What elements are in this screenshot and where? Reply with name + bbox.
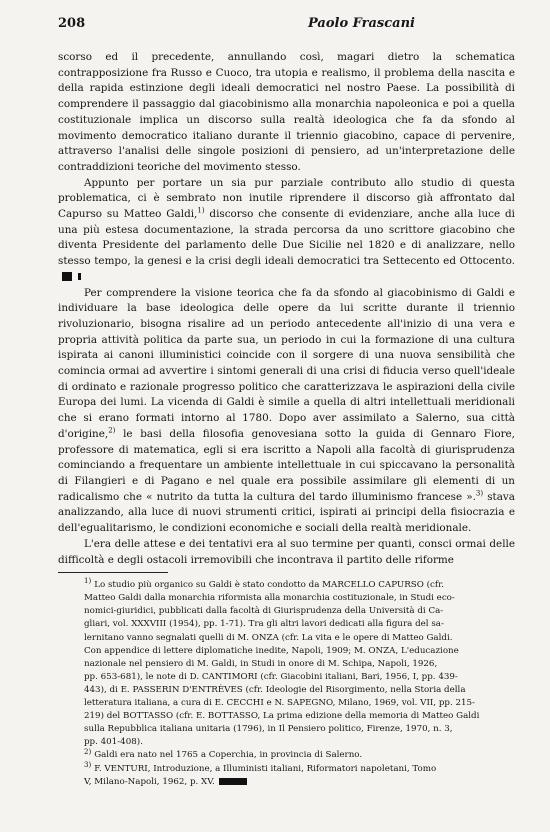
footnote-separator xyxy=(58,572,168,573)
footnote-ref-2: 2) xyxy=(108,426,116,435)
paragraph-3-part-c: stava analizzando, alla luce di nuovi strumenti critici, ispirati ai principi della fisiocrazia e dell'egualitarismo, le condizioni economiche e sociali della realtà meridionale. xyxy=(58,490,515,535)
ink-dot-mark xyxy=(78,273,81,280)
footnote-line-text: V, Milano-Napoli, 1962, p. XV. xyxy=(84,776,215,787)
footnote-line: F. VENTURI, Introduzione, a Illuministi italiani, Riformatori napoletani, Tomo xyxy=(94,763,437,774)
paragraph-3-part-b: le basi della filosofia genovesiana sotto la guida di Gennaro Fiore, professore di matematica, egli si era iscritto a Napoli alla facoltà di giurisprudenza cominciando a frequentare un ambiente intellettuale in cui spiccavano la personalità di Filangieri e di Pagano e nel quale era possibile assimilare gli elementi di un radicalismo che « nutrito da tutta la cultura del tardo illuminismo francese ». xyxy=(58,427,515,503)
footnote-line: pp. 401-408). xyxy=(84,737,143,748)
footnote-line: 443), di E. PASSERIN D'ENTRÈVES (cfr. Ideologie del Risorgimento, nella Storia della xyxy=(84,684,466,695)
footnote-3 xyxy=(58,760,515,789)
footnote-line: sulla Repubblica italiana unitaria (1796), in Il Pensiero politico, Firenze, 1970, n. 3, xyxy=(84,724,453,735)
footnote-line: 219) del BOTTASSO (cfr. E. BOTTASSO, La prima edizione della memoria di Matteo Galdi xyxy=(84,711,480,722)
footnote-line: nomici-giuridici, pubblicati dalla facoltà di Giurisprudenza della Università di Ca- xyxy=(84,606,444,617)
footnote-1 xyxy=(58,579,515,749)
footnote-line xyxy=(58,776,515,789)
paragraph-2 xyxy=(58,176,515,286)
footnote-line: Matteo Galdi dalla monarchia riformista alla monarchia costituzionale, in Studi eco- xyxy=(84,593,455,604)
footnote-line: pp. 653-681), le note di D. CANTIMORI (cfr. Giacobini italiani, Bari, 1956, I, pp. 439- xyxy=(84,671,458,682)
running-head-author: Paolo Frascani xyxy=(308,16,415,31)
page-number: 208 xyxy=(58,16,86,31)
footnote-line: gliari, vol. XXXVIII (1954), pp. 1-71). Tra gli altri lavori dedicati alla figura del sa- xyxy=(84,619,444,630)
footnote-line: nazionale nel pensiero di M. Galdi, in Studi in onore di M. Schipa, Napoli, 1926, xyxy=(84,658,438,669)
footnote-line: letteratura italiana, a cura di E. CECCHI e N. SAPEGNO, Milano, 1969, vol. VII, pp. 215- xyxy=(84,698,475,709)
footnote-line: Galdi era nato nel 1765 a Coperchia, in provincia di Salerno. xyxy=(94,750,363,761)
footnote-number: 2) xyxy=(84,747,92,756)
footnotes xyxy=(58,579,515,789)
footnote-2 xyxy=(58,749,515,762)
footnote-number: 1) xyxy=(84,577,92,586)
footnote-ref-1: 1) xyxy=(197,206,205,215)
footnote-line: Con appendice di lettere diplomatiche inedite, Napoli, 1909; M. ONZA, L'educazione xyxy=(84,645,459,656)
paragraph-3-part-a: Per comprendere la visione teorica che fa da sfondo al giacobinismo di Galdi e individuare la base ideologica delle opere da lui scritte durante il triennio rivoluzionario, bisogna risalire ad un periodo antecedente all'inizio di una vera e propria attività politica da parte sua, un periodo in cui la formazione di una cultura ispirata ai canoni illuministici coincide con il sorgere di una nuova sensibilità che comincia ormai ad avvertire i sintomi generali di una crisi di fiducia verso quell'ideale di ordinato e razionale progresso politico che caratterizzava le aspirazioni della civile Europa dei lumi. La vicenda di Galdi è simile a quella di altri intellettuali meridionali che si erano formati intorno al 1780. Dopo aver assimilato a Salerno, sua città d'origine, xyxy=(58,286,515,440)
body-text xyxy=(58,50,515,568)
paragraph-4: L'era delle attese e dei tentativi era al suo termine per quanti, consci ormai delle difficoltà e degli ostacoli irremovibili che incontrava il partito delle riforme xyxy=(58,537,515,566)
ink-smudge-mark xyxy=(219,778,247,785)
footnote-line: lernitano vanno segnalati quelli di M. ONZA (cfr. La vita e le opere di Matteo Galdi. xyxy=(84,632,453,643)
footnote-number: 3) xyxy=(84,760,92,769)
ink-blot-mark xyxy=(62,272,72,281)
page-header xyxy=(58,16,515,38)
paragraph-1: scorso ed il precedente, annullando così, magari dietro la schematica contrapposizione fra Russo e Cuoco, tra utopia e realismo, il problema della nascita e della rapida estinzione degli ideali democratici nel nostro Paese. La possibilità di comprendere il passaggio dal giacobinismo alla monarchia napoleonica e poi a quella costituzionale implica un discorso sulla realtà ideologica che fa da sfondo al movimento democratico italiano durante il triennio giacobino, capace di pervenire, attraverso l'analisi delle singole posizioni di pensiero, ad un'interpretazione delle contraddizioni teoriche del movimento stesso. xyxy=(58,51,515,173)
paragraph-2-part-b: discorso che consente di evidenziare, anche alla luce di una più estesa documentazione, la strada percorsa da uno scrittore giacobino che diventa Presidente del parlamento delle Due Sicilie nel 1820 e di analizzare, nello stesso tempo, la genesi e la crisi degli ideali democratici tra Settecento ed Ottocento. xyxy=(58,208,515,268)
footnote-line: Lo studio più organico su Galdi è stato condotto da MARCELLO CAPURSO (cfr. xyxy=(94,580,445,591)
footnote-ref-3: 3) xyxy=(475,489,484,498)
paragraph-2-part-a: Appunto per portare un sia pur parziale contributo allo studio di questa problematica, ci è sembrato non inutile riprendere il discorso già affrontato dal Capurso su Matteo Galdi, xyxy=(58,176,515,221)
paragraph-3 xyxy=(58,286,515,537)
